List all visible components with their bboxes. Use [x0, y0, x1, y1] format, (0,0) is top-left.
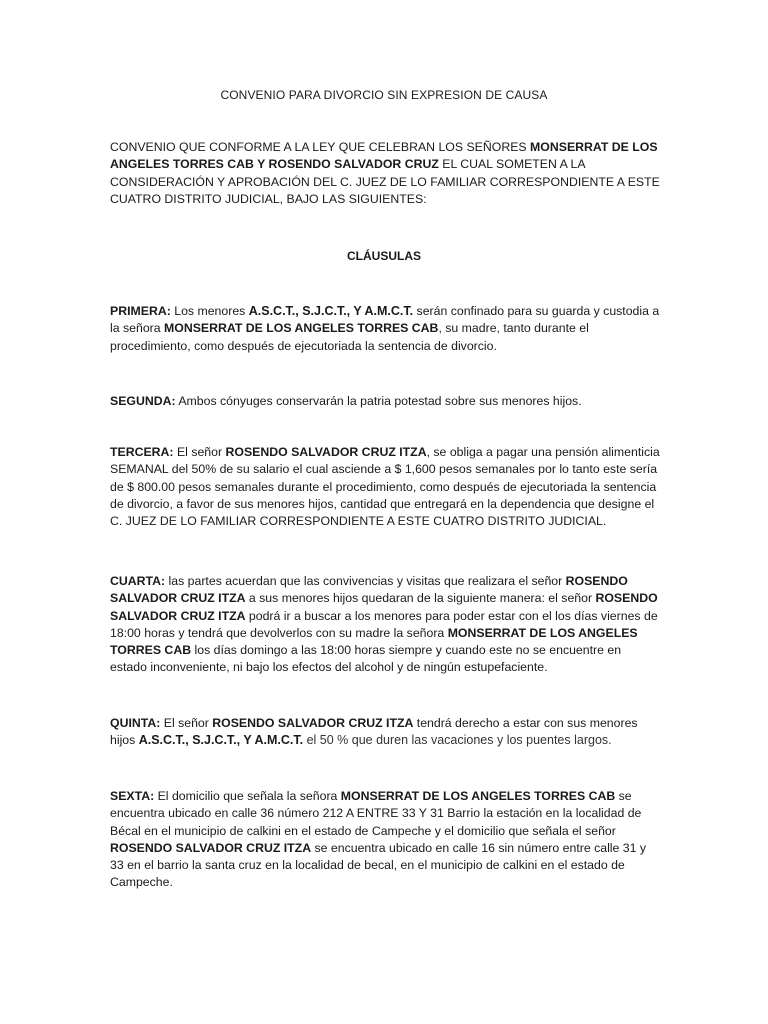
party-name: ROSENDO SALVADOR CRUZ ITZA	[110, 574, 628, 606]
clause-text: se encuentra ubicado en calle 16 sin número entre calle 31 y 33 en el barrio la santa cruz en la localidad de becal, en el municipio de calkini en el estado de Campeche.	[110, 840, 647, 890]
party-name: MONSERRAT DE LOS ANGELES TORRES CAB	[164, 321, 439, 336]
clause-text: El señor	[173, 445, 226, 459]
party-name: ROSENDO SALVADOR CRUZ ITZA	[225, 445, 427, 459]
party-name: ROSENDO SALVADOR CRUZ ITZA	[110, 591, 658, 623]
minors-initials: A.S.C.T., S.J.C.T., Y A.M.C.T.	[138, 733, 304, 748]
clause-label: PRIMERA:	[110, 304, 171, 318]
clause-text: , su madre, tanto durante el procedimiento, como después de ejecutoriada la sentencia de divorcio.	[110, 321, 589, 353]
clause-cuarta	[110, 573, 660, 677]
party-name: ROSENDO SALVADOR CRUZ ITZA	[110, 840, 312, 855]
document-title: CONVENIO PARA DIVORCIO SIN EXPRESION DE CAUSA	[220, 88, 548, 102]
party-name: MONSERRAT DE LOS ANGELES TORRES CAB	[340, 789, 616, 803]
clause-text: a sus menores hijos quedaran de la siguiente manera: el señor	[245, 591, 596, 606]
clause-quinta	[110, 715, 660, 750]
clause-segunda	[110, 393, 660, 410]
clause-label: CUARTA:	[110, 574, 166, 588]
clause-text: Los menores	[170, 304, 249, 318]
intro-parties: MONSERRAT DE LOS ANGELES TORRES CAB Y ROSENDO SALVADOR CRUZ	[110, 140, 658, 172]
clause-text: tendrá derecho a estar con sus menores hijos	[110, 716, 638, 748]
clause-label: SEGUNDA:	[110, 394, 176, 408]
clause-text: El señor	[160, 716, 213, 730]
clause-text: , se obliga a pagar una pensión alimenticia SEMANAL del 50% de su salario el cual asciende a $ 1,600 pesos semanales por lo tanto este sería de $ 800.00 pesos semanales durante el procedimiento, como después de ejecutoriada la sentencia de divorcio, a favor de sus menores hijos, cantidad que entregará en la dependencia que designe el C. JUEZ DE LO FAMILIAR CORRESPONDIENTE A ESTE CUATRO DISTRITO JUDICIAL.	[110, 445, 660, 529]
clause-text: Ambos cónyuges conservarán la patria potestad sobre sus menores hijos.	[175, 394, 582, 408]
intro-paragraph	[110, 139, 660, 208]
intro-text: CONVENIO QUE CONFORME A LA LEY QUE CELEBRAN LOS SEÑORES	[110, 140, 531, 154]
clause-text: los días domingo a las 18:00 horas siempre y cuando este no se encuentre en estado inconveniente, ni bajo los efectos del alcohol y de ningún estupefaciente.	[110, 643, 622, 675]
clause-label: QUINTA:	[110, 716, 161, 730]
clause-label: SEXTA:	[110, 789, 155, 803]
minors-initials: A.S.C.T., S.J.C.T., Y A.M.C.T.	[248, 304, 414, 318]
clause-tercera	[110, 444, 660, 530]
clause-text: el 50 % que duren las vacaciones y los puentes largos.	[303, 733, 612, 748]
clauses-heading: CLÁUSULAS	[347, 249, 421, 263]
clause-label: TERCERA:	[110, 445, 174, 459]
clause-text: podrá ir a buscar a los menores para poder estar con el los días viernes de 18:00 horas y tendrá que devolverlos con su madre la señora	[110, 608, 658, 640]
party-name: ROSENDO SALVADOR CRUZ ITZA	[212, 716, 414, 730]
clause-text: serán confinado para su guarda y custodia a la señora	[110, 304, 660, 336]
intro-text-cont: EL CUAL SOMETEN A LA CONSIDERACIÓN Y APROBACIÓN DEL C. JUEZ DE LO FAMILIAR CORRESPONDIENTE A ESTE CUATRO DISTRITO JUDICIAL, BAJO LAS SIGUIENTES:	[110, 157, 660, 206]
clause-text: se encuentra ubicado en calle 36 número 212 A ENTRE 33 Y 31 Barrio la estación en la localidad de Bécal en el municipio de calkini en el estado de Campeche y el domicilio que señala el señor	[110, 789, 642, 838]
clause-sexta	[110, 788, 660, 892]
party-name: MONSERRAT DE LOS ANGELES TORRES CAB	[110, 625, 638, 658]
clause-text: las partes acuerdan que las convivencias y visitas que realizara el señor	[165, 574, 566, 588]
clause-text: El domicilio que señala la señora	[154, 789, 341, 803]
clause-primera	[110, 303, 660, 355]
